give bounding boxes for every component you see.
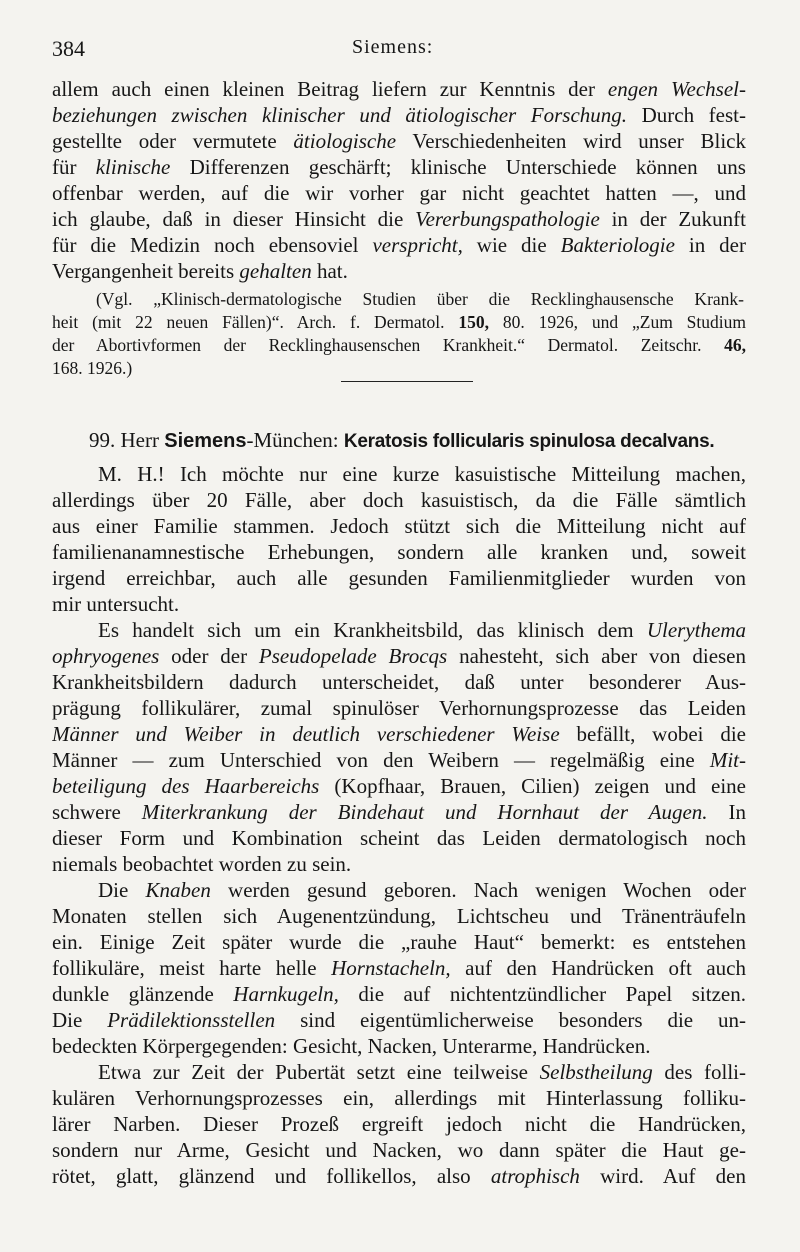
text-line: allerdings über 20 Fälle, aber doch kasuistisch, da die Fälle sämtlich bbox=[52, 488, 746, 512]
text-line: Vergangenheit bereits gehalten hat. bbox=[52, 259, 348, 283]
text-line: beziehungen zwischen klinischer und ätiologischer Forschung. Durch fest- bbox=[52, 103, 746, 127]
page-header bbox=[52, 36, 742, 76]
running-head: Siemens: bbox=[352, 36, 434, 58]
reference-line: 168. 1926.) bbox=[52, 358, 133, 378]
text-line: mir untersucht. bbox=[52, 592, 180, 616]
text-line: dieser Form und Kombination scheint das Leiden dermatologisch noch bbox=[52, 826, 746, 850]
reference-line: der Abortivformen der Recklinghausenschen Krankheit.“ Dermatol. Zeitschr. 46, bbox=[52, 335, 746, 355]
text-line: Krankheitsbildern dadurch unterscheidet, daß unter besonderer Aus- bbox=[52, 670, 746, 694]
text-line: ich glaube, daß in dieser Hinsicht die Vererbungspathologie in der Zukunft bbox=[52, 207, 746, 231]
reference-line: heit (mit 22 neuen Fällen)“. Arch. f. Dermatol. 150, 80. 1926, und „Zum Studium bbox=[52, 312, 746, 332]
text-line: rötet, glatt, glänzend und follikellos, also atrophisch wird. Auf den bbox=[52, 1164, 746, 1188]
text-line: allem auch einen kleinen Beitrag liefern zur Kenntnis der engen Wechsel- bbox=[52, 77, 746, 101]
section-divider bbox=[341, 381, 473, 382]
section-heading: 99. Herr Siemens-München: Keratosis follicularis spinulosa decalvans. bbox=[89, 428, 715, 452]
text-line: prägung follikulärer, zumal spinulöser Verhornungsprozesse das Leiden bbox=[52, 696, 746, 720]
text-line: aus einer Familie stammen. Jedoch stützt sich die Mitteilung nicht auf bbox=[52, 514, 746, 538]
text-line: Es handelt sich um ein Krankheitsbild, das klinisch dem Ulerythema bbox=[98, 618, 746, 642]
text-line: beteiligung des Haarbereichs (Kopfhaar, Brauen, Cilien) zeigen und eine bbox=[52, 774, 746, 798]
text-line: für klinische Differenzen geschärft; klinische Unterschiede können uns bbox=[52, 155, 746, 179]
text-line: follikuläre, meist harte helle Hornstacheln, auf den Handrücken oft auch bbox=[52, 956, 746, 980]
text-line: ophryogenes oder der Pseudopelade Brocqs nahesteht, sich aber von diesen bbox=[52, 644, 746, 668]
text-line: lärer Narben. Dieser Prozeß ergreift jedoch nicht die Handrücken, bbox=[52, 1112, 746, 1136]
text-line: Die Prädilektionsstellen sind eigentümlicherweise besonders die un- bbox=[52, 1008, 746, 1032]
text-line: offenbar werden, auf die wir vorher gar nicht geachtet hatten —, und bbox=[52, 181, 746, 205]
text-line: sondern nur Arme, Gesicht und Nacken, wo dann später die Haut ge- bbox=[52, 1138, 746, 1162]
text-line: bedeckten Körpergegenden: Gesicht, Nacken, Unterarme, Handrücken. bbox=[52, 1034, 651, 1058]
text-line: Die Knaben werden gesund geboren. Nach wenigen Wochen oder bbox=[98, 878, 746, 902]
text-line: familienanamnestische Erhebungen, sondern alle kranken und, soweit bbox=[52, 540, 746, 564]
text-line: Männer und Weiber in deutlich verschiedener Weise befällt, wobei die bbox=[52, 722, 746, 746]
text-line: M. H.! Ich möchte nur eine kurze kasuistische Mitteilung machen, bbox=[98, 462, 746, 486]
text-line: schwere Miterkrankung der Bindehaut und Hornhaut der Augen. In bbox=[52, 800, 746, 824]
text-line: irgend erreichbar, auch alle gesunden Familienmitglieder wurden von bbox=[52, 566, 746, 590]
text-line: Etwa zur Zeit der Pubertät setzt eine teilweise Selbstheilung des folli- bbox=[98, 1060, 746, 1084]
text-line: niemals beobachtet worden zu sein. bbox=[52, 852, 352, 876]
text-line: Männer — zum Unterschied von den Weibern — regelmäßig eine Mit- bbox=[52, 748, 746, 772]
text-line: gestellte oder vermutete ätiologische Verschiedenheiten wird unser Blick bbox=[52, 129, 746, 153]
text-line: Monaten stellen sich Augenentzündung, Lichtscheu und Tränenträufeln bbox=[52, 904, 746, 928]
reference-line: (Vgl. „Klinisch-dermatologische Studien über die Recklinghausensche Krank- bbox=[96, 289, 744, 309]
text-line: dunkle glänzende Harnkugeln, die auf nichtentzündlicher Papel sitzen. bbox=[52, 982, 746, 1006]
text-line: ein. Einige Zeit später wurde die „rauhe Haut“ bemerkt: es entstehen bbox=[52, 930, 746, 954]
text-line: für die Medizin noch ebensoviel verspricht, wie die Bakteriologie in der bbox=[52, 233, 746, 257]
page-number: 384 bbox=[52, 36, 85, 61]
text-line: kulären Verhornungsprozesses ein, allerdings mit Hinterlassung folliku- bbox=[52, 1086, 746, 1110]
